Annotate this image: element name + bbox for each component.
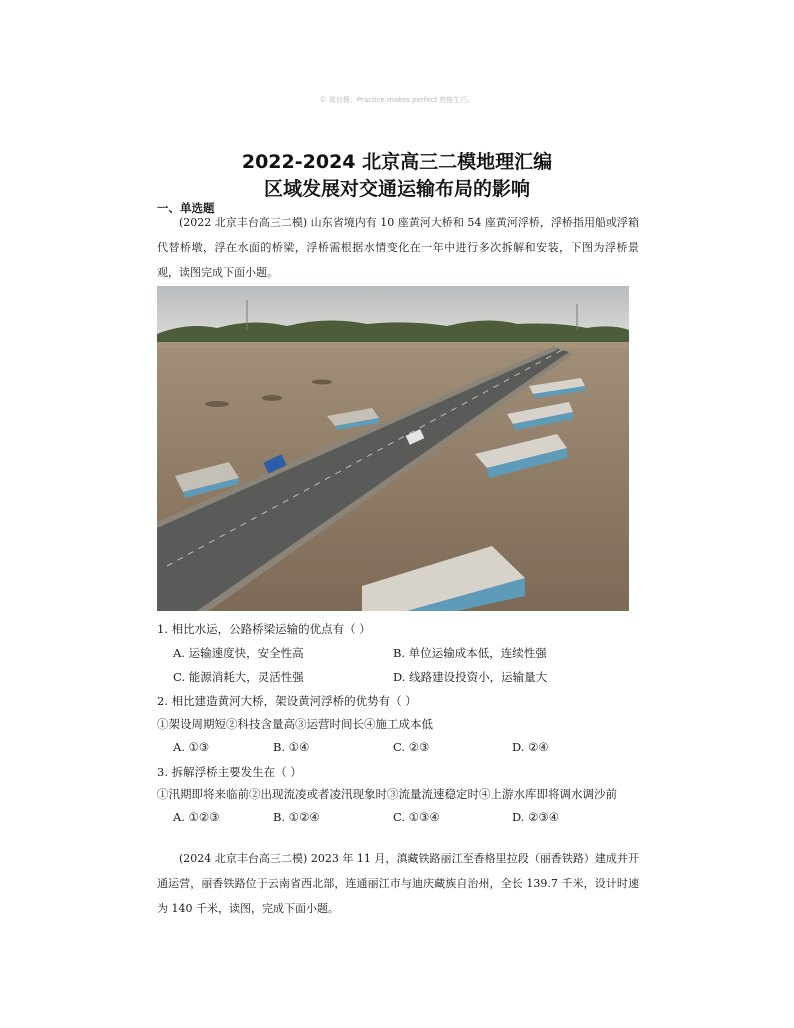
question-1-option-b: B. 单位运输成本低，连续性强 (393, 646, 547, 660)
section-heading: 一、单选题 (157, 201, 215, 215)
question-1-stem: 1. 相比水运，公路桥梁运输的优点有（ ） (157, 622, 371, 636)
question-3-option-c: C. ①③④ (393, 810, 440, 824)
question-2-statements: ①架设周期短②科技含量高③运营时间长④施工成本低 (157, 717, 433, 731)
question-1-option-d: D. 线路建设投资小，运输量大 (393, 670, 548, 684)
pontoon-bridge-photo (157, 286, 629, 611)
question-3-option-b: B. ①②④ (273, 810, 320, 824)
question-2-option-d: D. ②④ (512, 740, 549, 754)
intro-paragraph-2: (2024 北京丰台高三二模) 2023 年 11 月，滇藏铁路丽江至香格里拉段（丽香铁路）建成并开通运营，丽香铁路位于云南省西北部，连通丽江市与迪庆藏族自治州，全长 139.7 千米，设计时速为 140 千米，读图，完成下面小题。 (157, 852, 639, 915)
question-2-option-a: A. ①③ (173, 740, 210, 754)
question-2-option-b: B. ①④ (273, 740, 310, 754)
watermark: © 微信搜：Practice makes perfect 熟能生巧。 (319, 96, 475, 104)
question-3-stem: 3. 拆解浮桥主要发生在（ ） (157, 765, 302, 779)
question-2-stem: 2. 相比建造黄河大桥，架设黄河浮桥的优势有（ ） (157, 694, 417, 708)
question-1-option-c: C. 能源消耗大，灵活性强 (173, 670, 304, 684)
question-1-option-a: A. 运输速度快，安全性高 (173, 646, 304, 660)
document-title: 2022-2024 北京高三二模地理汇编 (241, 151, 553, 173)
question-2-option-c: C. ②③ (393, 740, 430, 754)
intro-paragraph-1: (2022 北京丰台高三二模) 山东省境内有 10 座黄河大桥和 54 座黄河浮桥，浮桥指用船或浮箱代替桥墩，浮在水面的桥梁，浮桥需根据水情变化在一年中进行多次拆解和安装，下图为浮桥景观，读图完成下面小题。 (157, 216, 639, 279)
question-3-statements: ①汛期即将来临前②出现流凌或者凌汛现象时③流量流速稳定时④上游水库即将调水调沙前 (157, 787, 617, 801)
document-subtitle: 区域发展对交通运输布局的影响 (263, 178, 530, 200)
question-3-option-a: A. ①②③ (173, 810, 220, 824)
question-3-option-d: D. ②③④ (512, 810, 560, 824)
